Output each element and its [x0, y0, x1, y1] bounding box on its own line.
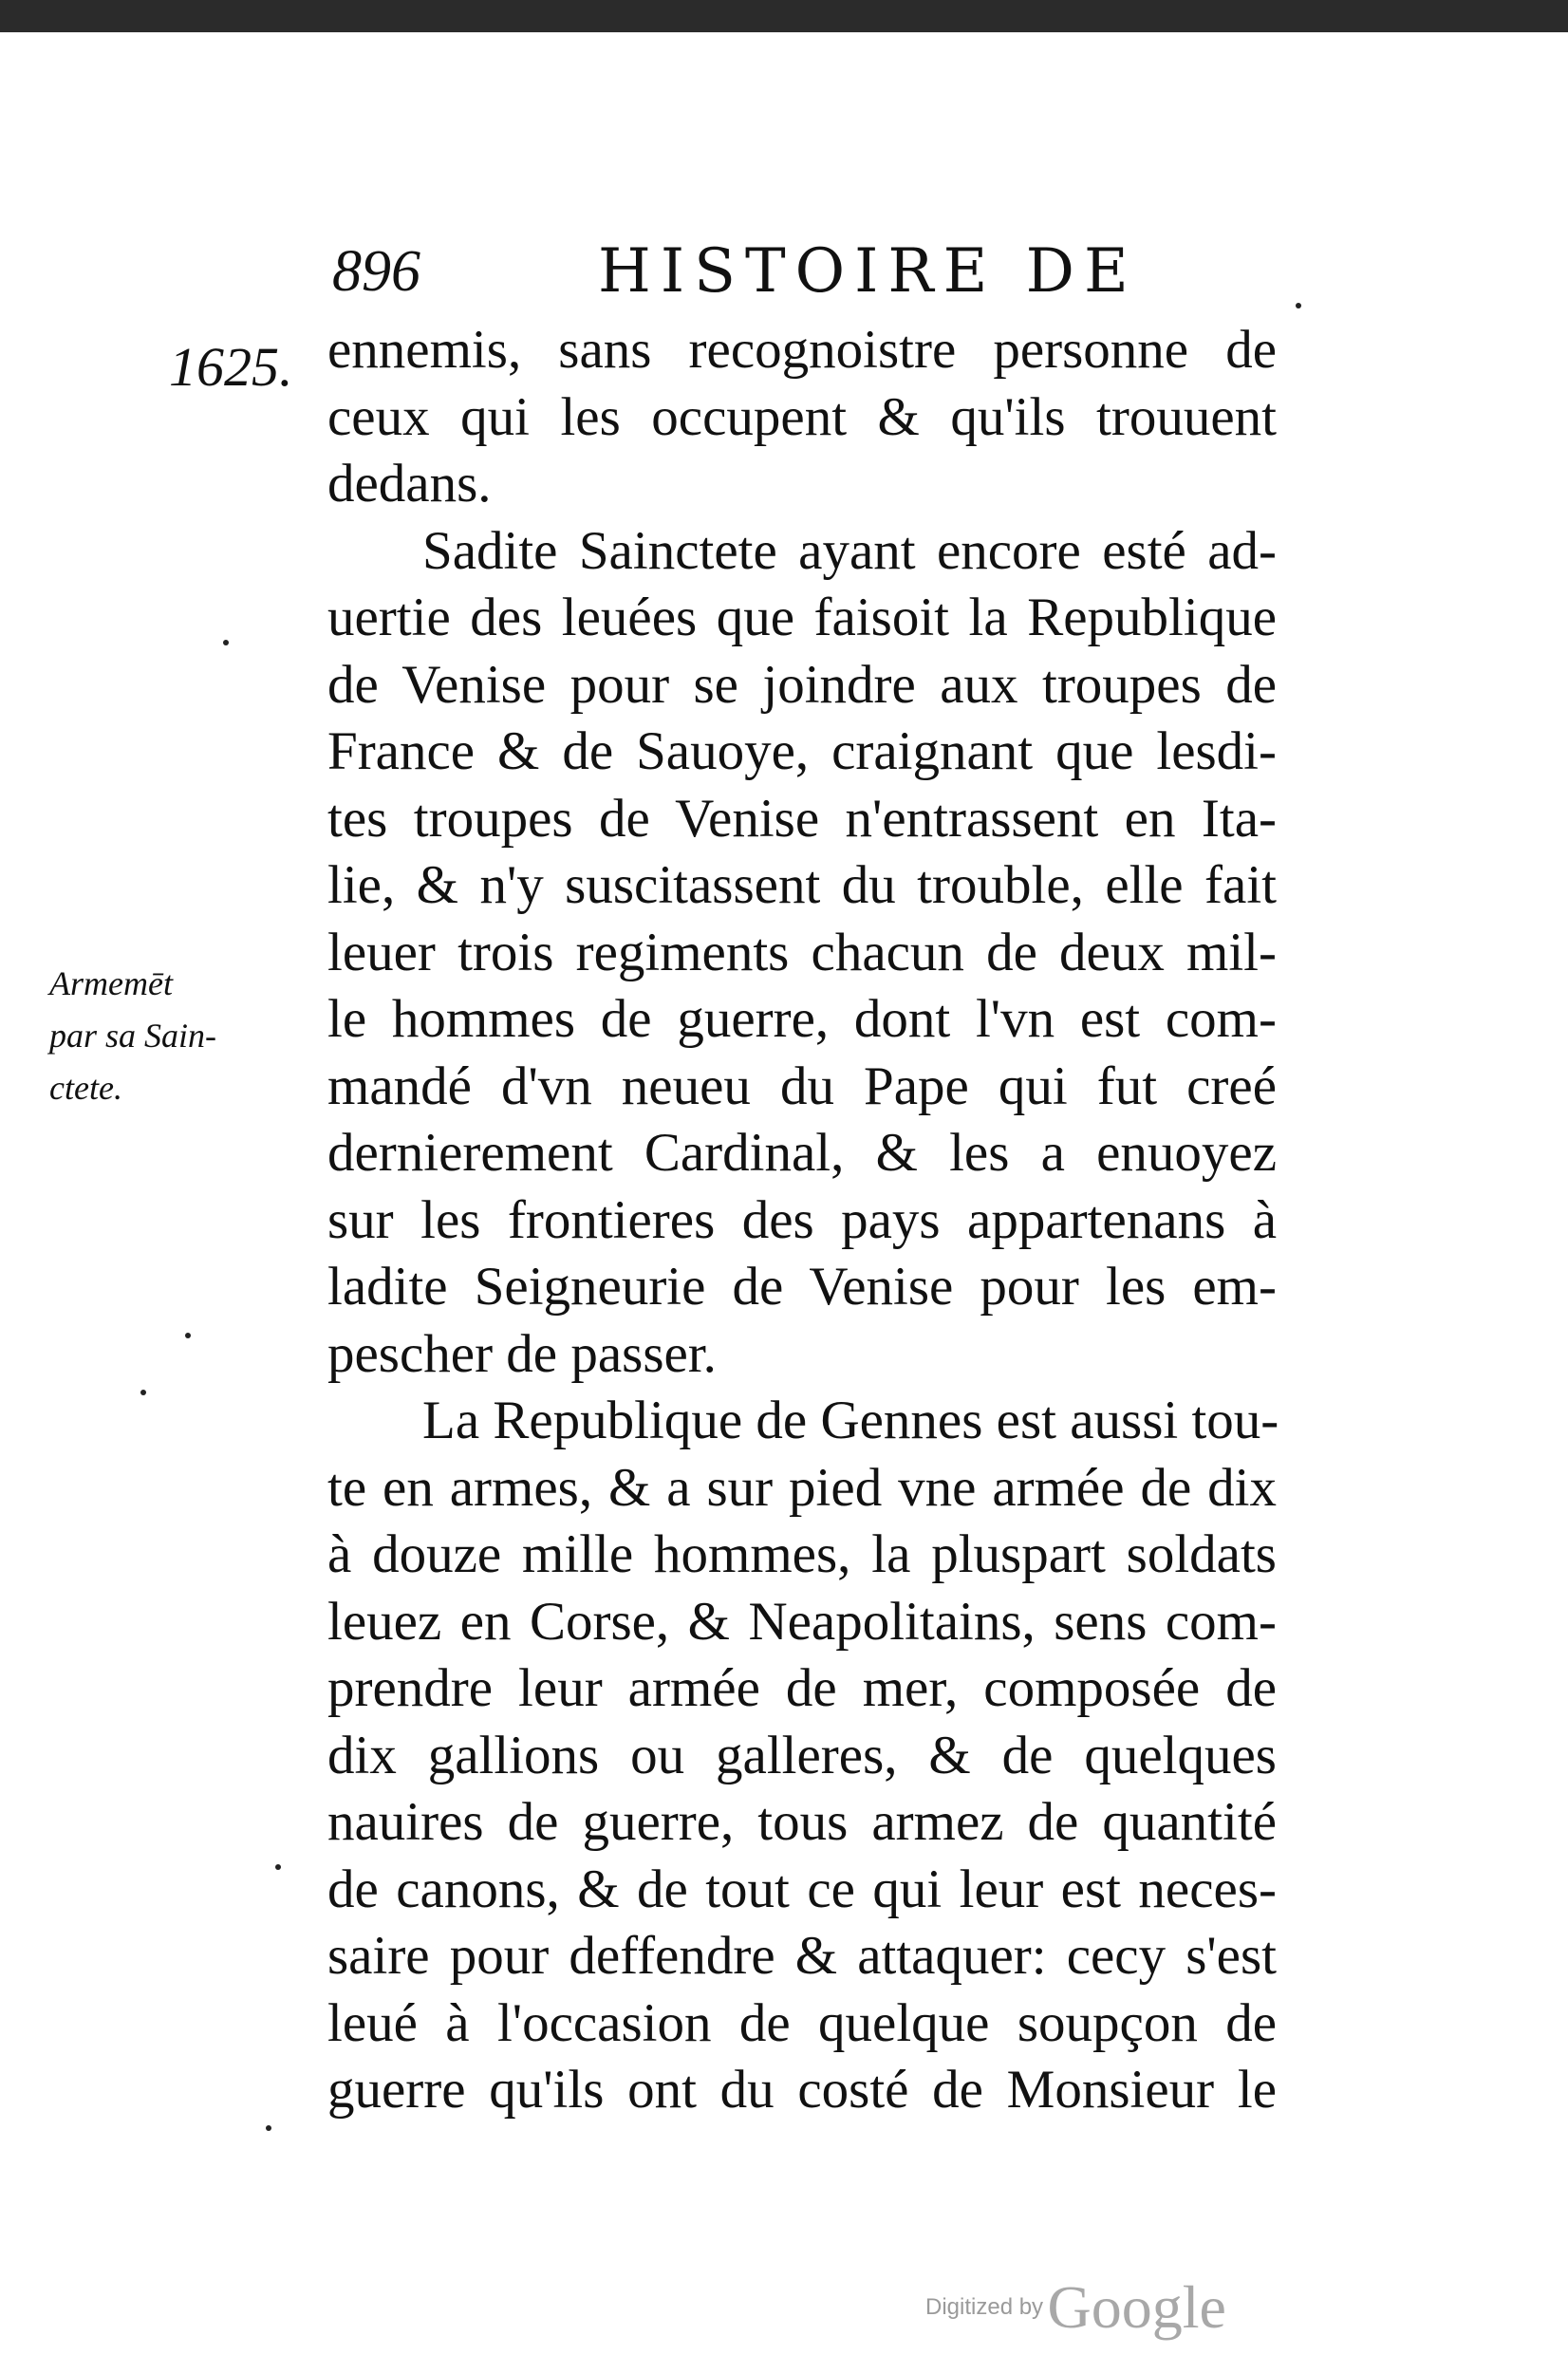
book-page: [0, 32, 1568, 2373]
body-line: de canons, & de tout ce qui leur est neces-: [327, 1859, 1277, 1919]
body-line: dernierement Cardinal, & les a enuoyez: [327, 1123, 1277, 1183]
scan-speck: [140, 1390, 146, 1395]
digitized-watermark: [925, 2272, 1226, 2343]
scan-speck: [1296, 303, 1301, 308]
body-line: sur les frontieres des pays appartenans à: [327, 1189, 1277, 1250]
body-line: ceux qui les occupent & qu'ils trouuent: [327, 386, 1277, 447]
body-line: Sadite Sainctete ayant encore esté ad-: [422, 520, 1277, 581]
margin-year: 1625.: [169, 336, 293, 398]
page-header: [323, 232, 1281, 317]
running-title: HISTOIRE DE: [598, 236, 1138, 307]
scan-speck: [185, 1333, 191, 1338]
body-line: saire pour deffendre & attaquer: cecy s'est: [327, 1926, 1277, 1986]
body-line: pescher de passer.: [327, 1323, 717, 1384]
scan-speck: [223, 640, 229, 645]
body-line: nauires de guerre, tous armez de quantité: [327, 1792, 1277, 1852]
margin-note-line: par sa Sain-: [49, 1017, 217, 1055]
body-line: mandé d'vn neueu du Pape qui fut creé: [327, 1056, 1277, 1116]
body-line: te en armes, & a sur pied vne armée de dix: [327, 1457, 1277, 1518]
scan-border: [0, 0, 1568, 32]
body-text: [327, 317, 1277, 2124]
scan-speck: [275, 1864, 281, 1870]
margin-note-line: ctete.: [49, 1069, 122, 1107]
body-line: à douze mille hommes, la pluspart soldats: [327, 1524, 1277, 1584]
body-line: de Venise pour se joindre aux troupes de: [327, 654, 1277, 715]
watermark-prefix: Digitized by: [925, 2294, 1044, 2320]
margin-note-line: Armemēt: [49, 964, 173, 1002]
body-line: France & de Sauoye, craignant que lesdi-: [327, 721, 1277, 781]
body-line: leuez en Corse, & Neapolitains, sens com-: [327, 1591, 1277, 1652]
body-line: dix gallions ou galleres, & de quelques: [327, 1725, 1277, 1785]
margin-note: [49, 958, 325, 1114]
google-logo: Google: [1047, 2273, 1226, 2341]
body-line: le hommes de guerre, dont l'vn est com-: [327, 989, 1277, 1049]
body-line: tes troupes de Venise n'entrassent en Ita-: [327, 788, 1277, 849]
body-line: dedans.: [327, 454, 492, 514]
body-line: prendre leur armée de mer, composée de: [327, 1658, 1277, 1718]
scan-speck: [266, 2125, 271, 2131]
body-line: leué à l'occasion de quelque soupçon de: [327, 1992, 1277, 2053]
body-line: uertie des leuées que faisoit la Republique: [327, 588, 1277, 647]
body-line: guerre qu'ils ont du costé de Monsieur le: [327, 2060, 1277, 2120]
body-line: leuer trois regiments chacun de deux mil-: [327, 922, 1277, 982]
body-line: ennemis, sans recognoistre personne de: [327, 320, 1277, 380]
body-line: ladite Seigneurie de Venise pour les em-: [327, 1257, 1277, 1317]
body-line: lie, & n'y suscitassent du trouble, elle fait: [327, 855, 1277, 915]
body-line: La Republique de Gennes est aussi tou-: [422, 1391, 1279, 1450]
page-number: 896: [332, 239, 420, 304]
